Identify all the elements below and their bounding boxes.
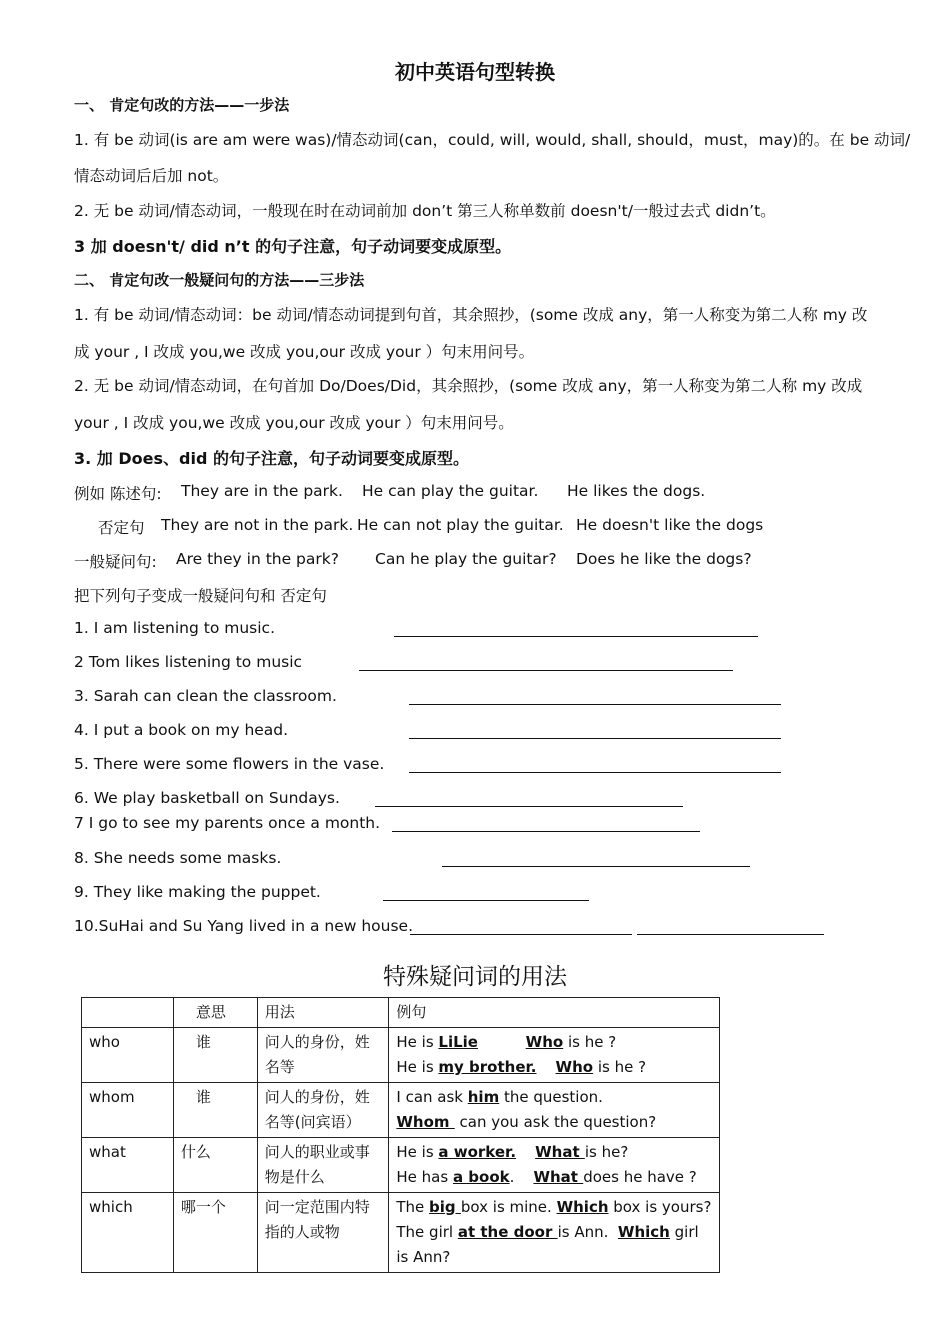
example-cell (389, 1083, 720, 1138)
exercise-item: 9. They like making the puppet. (74, 883, 321, 901)
exercise-instruction: 把下列句子变成一般疑问句和 否定句 (74, 587, 327, 605)
table-header-cell: 例句 (389, 998, 720, 1028)
word-cell: what (82, 1138, 174, 1193)
section2-item1-line1: 1. 有 be 动词/情态动词：be 动词/情态动词提到句首，其余照抄，(some 改成 any，第一人称变为第二人称 my 改 (74, 306, 868, 324)
example-statement-3: He likes the dogs. (567, 482, 706, 500)
example-cell (389, 1138, 720, 1193)
meaning-cell: 哪一个 (173, 1193, 257, 1273)
example-cell (389, 1193, 720, 1273)
section2-item3: 3. 加 Does、did 的句子注意，句子动词要变成原型。 (74, 449, 469, 468)
question-words-table (81, 997, 720, 1273)
word-cell: who (82, 1028, 174, 1083)
table-row (82, 1028, 720, 1083)
exercise-item: 1. I am listening to music. (74, 619, 276, 637)
example-question-label: 一般疑问句: (74, 553, 157, 571)
usage-cell: 问人的身份，姓名等 (257, 1028, 389, 1083)
exercise-item: 8. She needs some masks. (74, 849, 282, 867)
exercise-item: 2 Tom likes listening to music (74, 653, 303, 671)
example-sentence: He is LiLie Who is he ? (396, 1033, 617, 1051)
section2-item1-line2: 成 your , I 改成 you,we 改成 you,our 改成 your ）句末用问号。 (74, 343, 535, 361)
example-statement-2: He can play the guitar. (362, 482, 539, 500)
section2-item2-line1: 2. 无 be 动词/情态动词，在句首加 Do/Does/Did，其余照抄，(some 改成 any，第一人称变为第二人称 my 改成 (74, 377, 863, 395)
example-negative-label: 否定句 (98, 519, 145, 537)
section1-item1-line1: 1. 有 be 动词(is are am were was)/情态动词(can，could, will, would, shall, should，must，may)的。在 be 动词/ (74, 131, 911, 149)
table-row (82, 1193, 720, 1273)
answer-line[interactable] (359, 670, 733, 671)
table-header-cell: 意思 (173, 998, 257, 1028)
answer-line[interactable] (410, 934, 632, 935)
answer-line[interactable] (409, 704, 781, 705)
example-negative-3: He doesn't like the dogs (576, 516, 764, 534)
answer-line[interactable] (409, 772, 781, 773)
exercise-item: 5. There were some flowers in the vase. (74, 755, 385, 773)
example-sentence: He has a book. What does he have ? (396, 1168, 697, 1186)
example-statement-1: They are in the park. (181, 482, 343, 500)
answer-line[interactable] (442, 866, 750, 867)
exercise-item: 4. I put a book on my head. (74, 721, 289, 739)
exercise-item: 10.SuHai and Su Yang lived in a new house. (74, 917, 414, 935)
section1-item3: 3 加 doesn't/ did n’t 的句子注意，句子动词要变成原型。 (74, 237, 512, 256)
example-sentence: He is my brother. Who is he ? (396, 1058, 647, 1076)
example-sentence: The girl at the door is Ann. Which girl is Ann? (396, 1223, 699, 1266)
answer-line[interactable] (394, 636, 758, 637)
meaning-cell: 谁 (173, 1083, 257, 1138)
section2-heading: 二、 肯定句改一般疑问句的方法——三步法 (74, 271, 365, 289)
example-sentence: Whom can you ask the question? (396, 1113, 657, 1131)
example-sentence: The big box is mine. Which box is yours? (396, 1198, 712, 1216)
section1-heading: 一、 肯定句改的方法——一步法 (74, 96, 290, 114)
word-cell: whom (82, 1083, 174, 1138)
table-header-row (82, 998, 720, 1028)
exercise-item: 3. Sarah can clean the classroom. (74, 687, 337, 705)
usage-cell: 问人的身份，姓名等(问宾语） (257, 1083, 389, 1138)
example-sentence: He is a worker. What is he? (396, 1143, 629, 1161)
meaning-cell: 谁 (173, 1028, 257, 1083)
answer-line[interactable] (383, 900, 589, 901)
example-negative-1: They are not in the park. (161, 516, 354, 534)
answer-line[interactable] (375, 806, 683, 807)
meaning-cell: 什么 (173, 1138, 257, 1193)
example-question-2: Can he play the guitar? (375, 550, 557, 568)
example-question-3: Does he like the dogs? (576, 550, 752, 568)
answer-line[interactable] (392, 831, 700, 832)
table-header-cell (82, 998, 174, 1028)
table-row (82, 1083, 720, 1138)
example-statement-label: 例如 陈述句: (74, 485, 162, 503)
section2-item2-line2: your , I 改成 you,we 改成 you,our 改成 your ）句末用问号。 (74, 414, 514, 432)
answer-line[interactable] (637, 934, 824, 935)
answer-line[interactable] (409, 738, 781, 739)
exercise-item: 7 I go to see my parents once a month. (74, 814, 381, 832)
table-row (82, 1138, 720, 1193)
example-question-1: Are they in the park? (176, 550, 339, 568)
section1-item1-line2: 情态动词后后加 not。 (74, 167, 229, 185)
usage-cell: 问一定范围内特指的人或物 (257, 1193, 389, 1273)
example-cell (389, 1028, 720, 1083)
example-sentence: I can ask him the question. (396, 1088, 603, 1106)
table-header-cell: 用法 (257, 998, 389, 1028)
example-negative-2: He can not play the guitar. (357, 516, 564, 534)
table-title: 特殊疑问词的用法 (383, 964, 567, 990)
usage-cell: 问人的职业或事物是什么 (257, 1138, 389, 1193)
page-title: 初中英语句型转换 (395, 60, 555, 84)
word-cell: which (82, 1193, 174, 1273)
section1-item2: 2. 无 be 动词/情态动词，一般现在时在动词前加 don’t 第三人称单数前 doesn't/一般过去式 didn’t。 (74, 202, 776, 220)
exercise-item: 6. We play basketball on Sundays. (74, 789, 340, 807)
